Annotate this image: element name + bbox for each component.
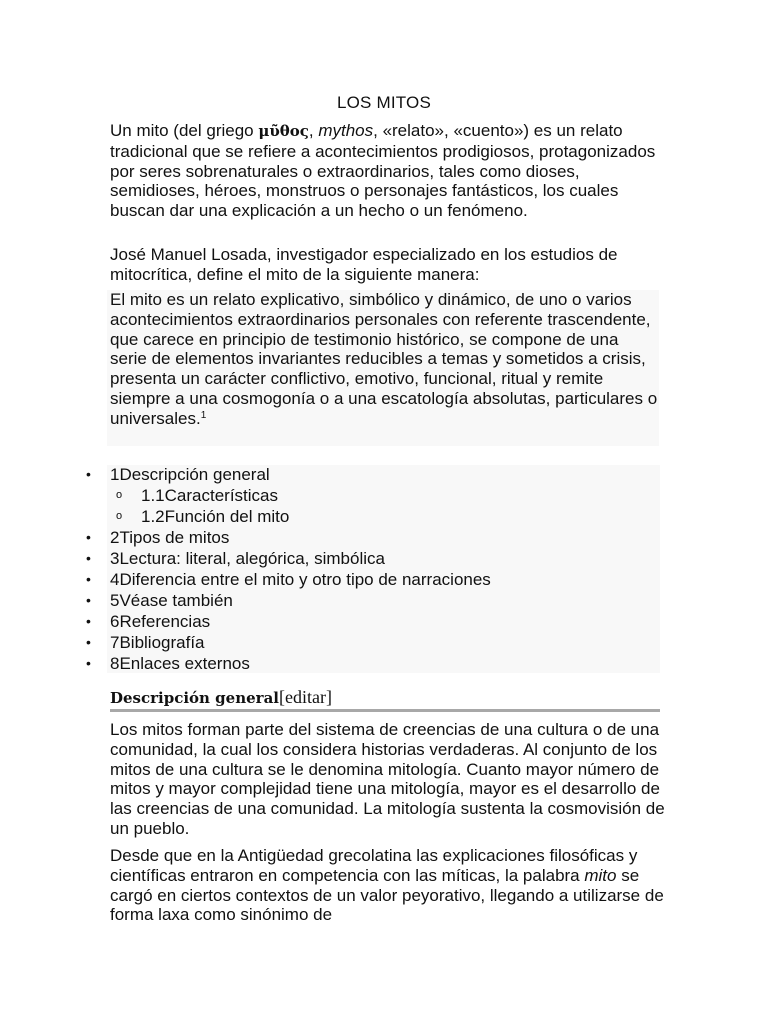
bullet-icon: • [86, 550, 91, 566]
toc-item-enlaces-externos[interactable]: 8Enlaces externos [110, 654, 250, 673]
bullet-icon: • [86, 613, 91, 629]
greek-word: μῦθος [258, 122, 309, 140]
edit-link[interactable]: [editar] [278, 687, 332, 707]
mito-word: mito [584, 865, 617, 885]
body-paragraph-2 [110, 846, 670, 925]
bullet-icon: • [86, 529, 91, 545]
bullet-icon: • [86, 466, 91, 482]
intro-comma: , [308, 121, 319, 140]
body-p2-rest: se cargó en ciertos contextos de un valor peyorativo, llegando a utilizarse de forma laxa como sinónimo de [110, 865, 664, 925]
bullet-icon: • [86, 571, 91, 587]
losada-paragraph: José Manuel Losada, investigador especializado en los estudios de mitocrítica, define el mito de la siguiente manera: [110, 245, 618, 284]
toc-item-tipos-de-mitos[interactable]: 2Tipos de mitos [110, 528, 230, 547]
mythos-word: mythos [318, 121, 374, 140]
toc-item-vease-tambien[interactable]: 5Véase también [110, 591, 233, 610]
footnote-link[interactable]: 1 [200, 409, 207, 421]
intro-text-start: Un mito (del griego [110, 121, 259, 140]
quote-text: El mito es un relato explicativo, simbólico y dinámico, de uno o varios acontecimientos extraordinarios personales con referente trascendente, que carece en principio de testimonio histórico, se compone de una serie de elementos invariantes reducibles a temas y sometidos a crisis, presenta un carácter conflictivo, emotivo, funcional, ritual y remite siempre a una cosmogonía o a una escatología absolutas, particulares o universales. [110, 290, 658, 428]
bullet-icon: • [86, 655, 91, 671]
body-p2-start: Desde que en la Antigüedad grecolatina las explicaciones filosóficas y científicas entraron en competencia con las míticas, la palabra [110, 846, 638, 885]
bullet-icon: • [86, 592, 91, 608]
toc-item-descripcion-general[interactable]: 1Descripción general [110, 465, 270, 484]
toc-item-bibliografia[interactable]: 7Bibliografía [110, 633, 205, 652]
intro-text-rest: , «relato», «cuento») es un relato tradicional que se refiere a acontecimientos prodigiosos, protagonizados por seres sobrenaturales o extraordinarios, tales como dioses, semidioses, héroes, monstruos o personajes fantásticos, los cuales buscan dar una explicación a un hecho o un fenómeno. [110, 121, 656, 221]
toc-item-caracteristicas[interactable]: 1.1Características [141, 486, 278, 505]
intro-paragraph [110, 121, 670, 221]
body-paragraph-1: Los mitos forman parte del sistema de creencias de una cultura o de una comunidad, la cual los considera historias verdaderas. Al conjunto de los mitos de una cultura se le denomina mitología. Cuanto mayor número de mitos y mayor complejidad tiene una mitología, mayor es el desarrollo de las creencias de una comunidad. La mitología sustenta la cosmovisión de un pueblo. [110, 720, 665, 838]
sub-bullet-icon: o [116, 510, 123, 522]
section-title: Descripción general [110, 689, 279, 707]
bullet-icon: • [86, 634, 91, 650]
section-divider [110, 709, 660, 712]
toc-item-diferencia[interactable]: 4Diferencia entre el mito y otro tipo de narraciones [110, 570, 491, 589]
section-heading [110, 686, 660, 709]
quote-text-block [110, 290, 658, 429]
definition-quote [107, 290, 659, 446]
toc-item-referencias[interactable]: 6Referencias [110, 612, 211, 631]
page-title: LOS MITOS [336, 93, 432, 112]
toc-item-funcion-del-mito[interactable]: 1.2Función del mito [141, 507, 290, 526]
toc-item-lectura[interactable]: 3Lectura: literal, alegórica, simbólica [110, 549, 385, 568]
sub-bullet-icon: o [116, 489, 123, 501]
